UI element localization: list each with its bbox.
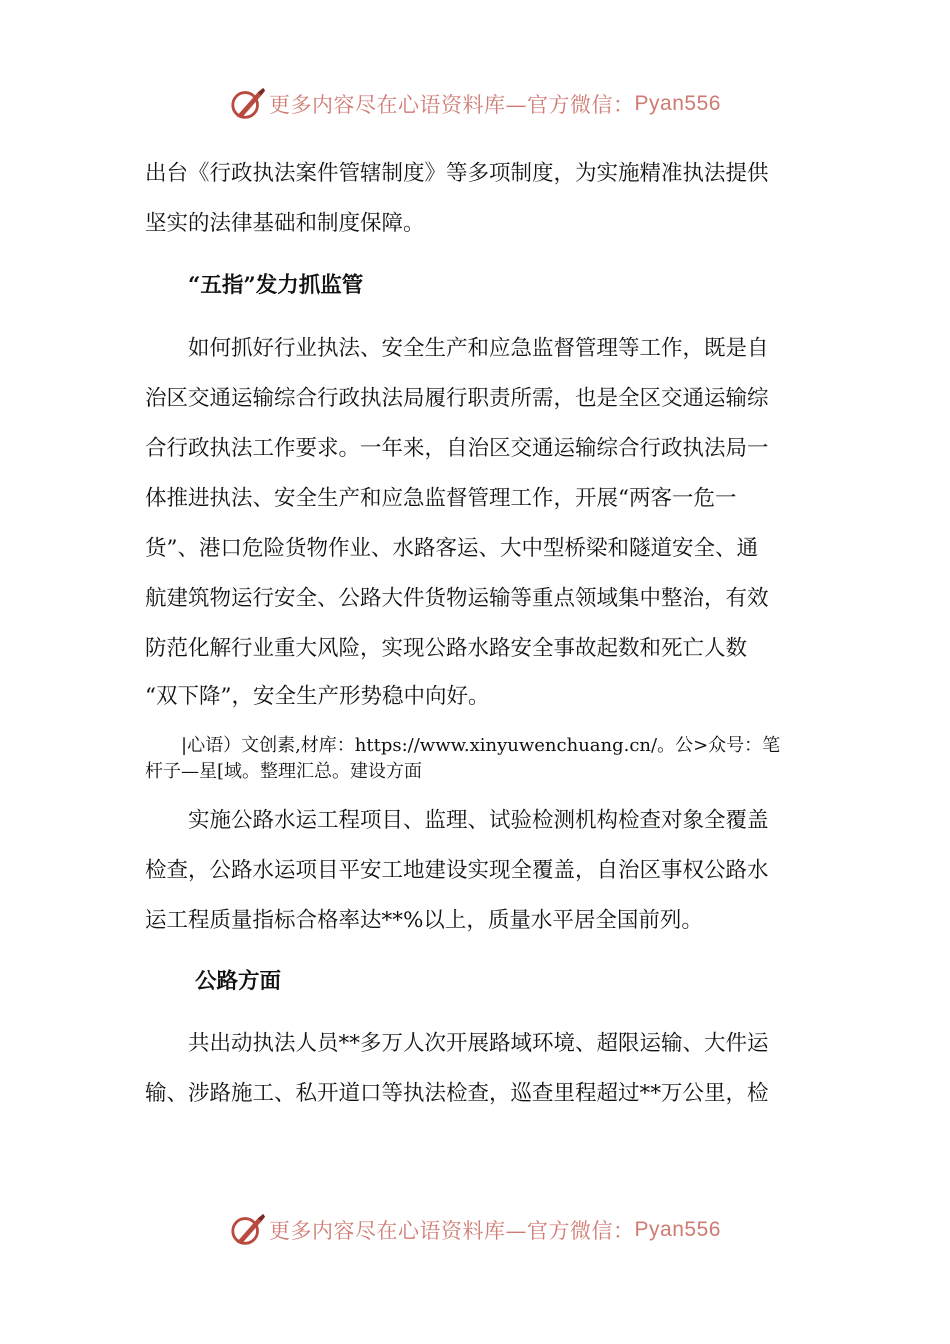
paragraph-2-line-4: 体推进执法、安全生产和应急监督管理工作，开展“两客一危一 (145, 486, 737, 511)
section-heading-five-fingers: “五指”发力抓监管 (188, 273, 364, 298)
paragraph-3-line-2: 检查，公路水运项目平安工地建设实现全覆盖，自治区事权公路水 (145, 858, 769, 883)
paragraph-2-line-5: 货”、港口危险货物作业、水路客运、大中型桥梁和隧道安全、通 (145, 536, 758, 561)
watermark-note-line-1: |心语）文创素,材库：https://www.xinyuwenchuang.cn/。公>众号：笔 (145, 735, 781, 756)
header-banner (0, 84, 950, 124)
banner-text: 更多内容尽在心语资料库—官方微信： (269, 1219, 635, 1243)
banner-text: 更多内容尽在心语资料库—官方微信： (269, 93, 635, 117)
paragraph-4-line-1: 共出动执法人员**多万人次开展路域环境、超限运输、大件运 (145, 1031, 769, 1056)
paragraph-2-line-8: “双下降”，安全生产形势稳中向好。 (145, 684, 490, 709)
banner-wechat-id: Pyan556 (634, 92, 721, 115)
footer-banner (0, 1210, 950, 1250)
section-heading-highway: 公路方面 (195, 969, 282, 994)
watermark-note-line-2: 杆子—星[域。整理汇总。建设方面 (145, 761, 423, 782)
paragraph-2-line-6: 航建筑物运行安全、公路大件货物运输等重点领域集中整治，有效 (145, 586, 769, 611)
pen-logo-icon (229, 1211, 267, 1249)
paragraph-2-line-1: 如何抓好行业执法、安全生产和应急监督管理等工作，既是自 (145, 336, 769, 361)
paragraph-1-line-1: 出台《行政执法案件管辖制度》等多项制度，为实施精准执法提供 (145, 161, 769, 186)
paragraph-1-line-2: 坚实的法律基础和制度保障。 (145, 211, 425, 236)
paragraph-4-line-2: 输、涉路施工、私开道口等执法检查，巡查里程超过**万公里，检 (145, 1081, 769, 1106)
paragraph-2-line-3: 合行政执法工作要求。一年来，自治区交通运输综合行政执法局一 (145, 436, 769, 461)
paragraph-3-line-3: 运工程质量指标合格率达**%以上，质量水平居全国前列。 (145, 908, 703, 933)
paragraph-2-line-7: 防范化解行业重大风险，实现公路水路安全事故起数和死亡人数 (145, 636, 748, 661)
paragraph-2-line-2: 治区交通运输综合行政执法局履行职责所需，也是全区交通运输综 (145, 386, 769, 411)
banner-wechat-id: Pyan556 (634, 1218, 721, 1241)
pen-logo-icon (229, 85, 267, 123)
paragraph-3-line-1: 实施公路水运工程项目、监理、试验检测机构检查对象全覆盖 (145, 808, 769, 833)
